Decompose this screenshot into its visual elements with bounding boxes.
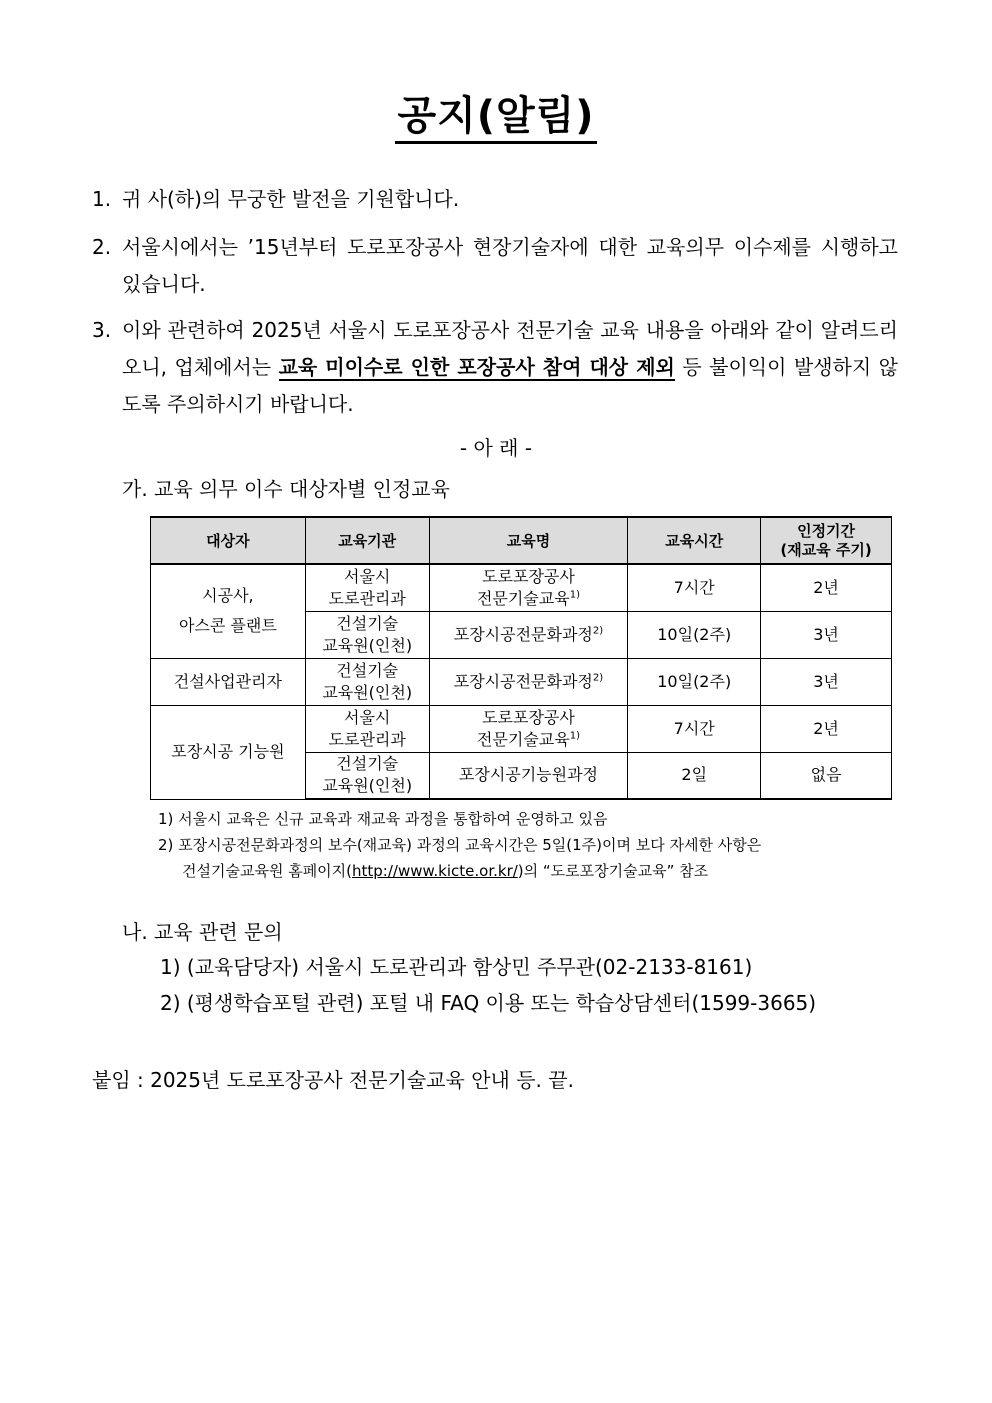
inquiry-2: 2) (평생학습포털 관련) 포털 내 FAQ 이용 또는 학습상담센터(1599-3665): [160, 991, 817, 1015]
cell-target: 시공사, 아스콘 플랜트: [151, 564, 306, 658]
cell-period: 2년: [761, 564, 892, 611]
cell-period: 2년: [761, 705, 892, 752]
kicte-link[interactable]: http://www.kicte.or.kr/: [352, 862, 518, 880]
cell-hours: 10일(2주): [628, 611, 761, 658]
attachment-line: 붙임 : 2025년 도로포장공사 전문기술교육 안내 등. 끝.: [92, 1068, 574, 1092]
table-header-row: [151, 517, 892, 564]
header-hours: 교육시간: [628, 517, 761, 564]
cell-hours: 7시간: [628, 564, 761, 611]
page-title: 공지(알림): [0, 84, 992, 141]
cell-course: 도로포장공사 전문기술교육$^{1)}$: [429, 705, 628, 752]
section-ga-heading: 가. 교육 의무 이수 대상자별 인정교육: [122, 477, 450, 501]
footnote-1: 1) 서울시 교육은 신규 교육과 재교육 과정을 통합하여 운영하고 있음: [158, 810, 608, 828]
footnote-2: 2) 포장시공전문화과정의 보수(재교육) 과정의 교육시간은 5일(1주)이며 보다 자세한 사항은: [158, 836, 762, 854]
table-row: [151, 705, 892, 752]
cell-course: 도로포장공사 전문기술교육$^{1)}$: [429, 564, 628, 611]
paragraph-1: 1. 귀 사(하)의 무궁한 발전을 기원합니다.: [92, 187, 460, 211]
cell-course: 포장시공전문화과정$^{2)}$: [429, 658, 628, 705]
cell-course: 포장시공기능원과정: [429, 752, 628, 799]
cell-target: 건설사업관리자: [151, 658, 306, 705]
below-heading: - 아 래 -: [459, 436, 533, 460]
cell-course: 포장시공전문화과정$^{2)}$: [429, 611, 628, 658]
header-course: 교육명: [429, 517, 628, 564]
header-org: 교육기관: [305, 517, 429, 564]
cell-target: 포장시공 기능원: [151, 705, 306, 799]
header-target: 대상자: [151, 517, 306, 564]
cell-org: 건설기술 교육원(인천): [305, 752, 429, 799]
paragraph-3: 3. 이와 관련하여 2025년 서울시 도로포장공사 전문기술 교육 내용을 아래와 같이 알려드리오니, 업체에서는 교육 미이수로 인한 포장공사 참여 대상 제외 등 불이익이 발생하지 않도록 주의하시기 바랍니다.: [92, 318, 898, 416]
education-table: [150, 516, 892, 800]
cell-org: 서울시 도로관리과: [305, 705, 429, 752]
cell-period: 없음: [761, 752, 892, 799]
table-row: [151, 658, 892, 705]
table-footnotes: [158, 806, 898, 884]
footnote-2-cont: 건설기술교육원 홈페이지(http://www.kicte.or.kr/)의 “도로포장기술교육” 참조: [182, 862, 709, 880]
cell-period: 3년: [761, 611, 892, 658]
section-na-heading: 나. 교육 관련 문의: [122, 920, 283, 944]
cell-hours: 7시간: [628, 705, 761, 752]
cell-org: 건설기술 교육원(인천): [305, 658, 429, 705]
inquiry-1: 1) (교육담당자) 서울시 도로관리과 함상민 주무관(02-2133-8161): [160, 955, 753, 979]
cell-hours: 10일(2주): [628, 658, 761, 705]
paragraph-2: 2. 서울시에서는 ’15년부터 도로포장공사 현장기술자에 대한 교육의무 이수제를 시행하고 있습니다.: [92, 235, 898, 296]
cell-hours: 2일: [628, 752, 761, 799]
cell-org: 서울시 도로관리과: [305, 564, 429, 611]
cell-period: 3년: [761, 658, 892, 705]
header-period: 인정기간 (재교육 주기): [761, 517, 892, 564]
emphasized-warning: 교육 미이수로 인한 포장공사 참여 대상 제외: [278, 355, 675, 379]
cell-org: 건설기술 교육원(인천): [305, 611, 429, 658]
table-row: [151, 564, 892, 611]
